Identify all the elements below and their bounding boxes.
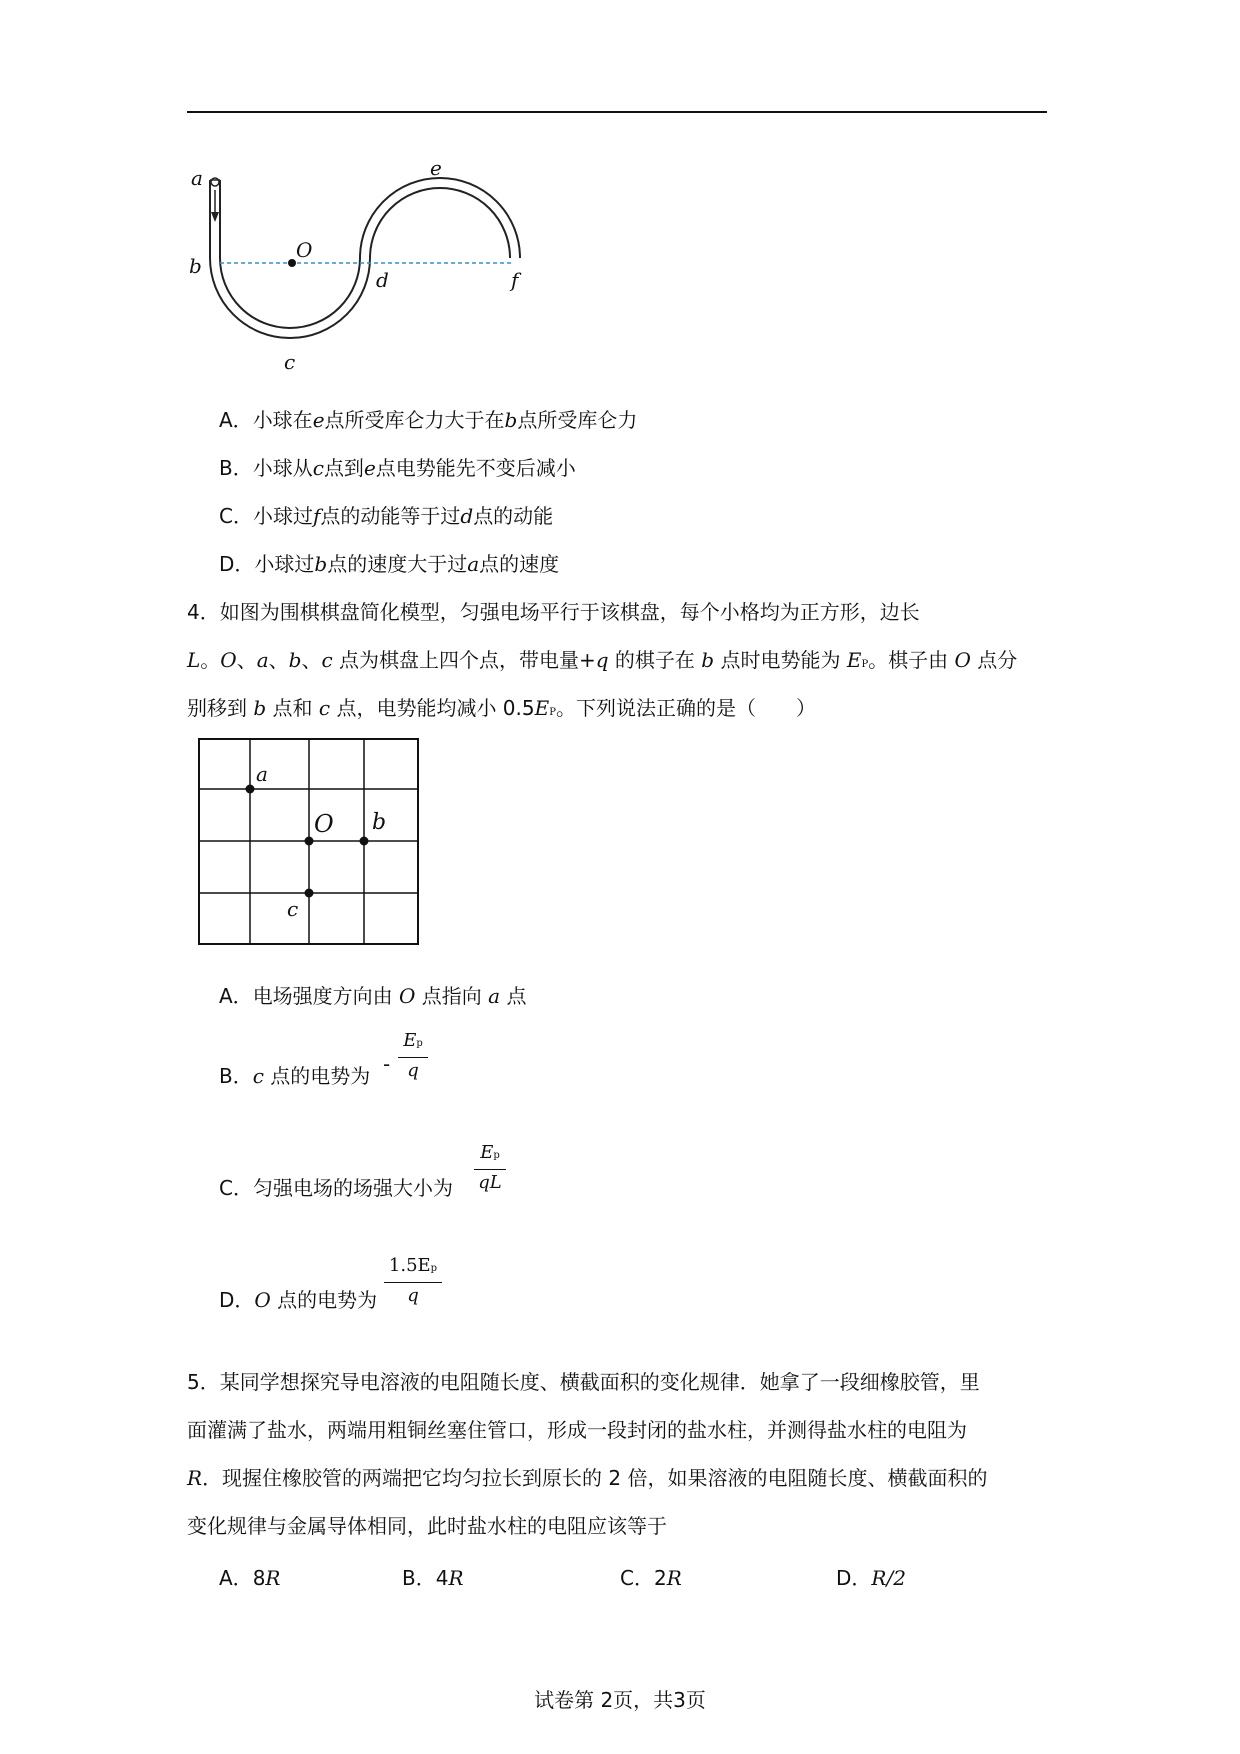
q5-stem-line2: 面灌满了盐水，两端用粗铜丝塞住管口，形成一段封闭的盐水柱，并测得盐水柱的电阻为 xyxy=(187,1418,967,1442)
q3-option-a: A．小球在e点所受库仑力大于在b点所受库仑力 xyxy=(219,408,638,432)
tube-figure-svg xyxy=(185,150,545,380)
q4-option-a: A．电场强度方向由 O 点指向 a 点 xyxy=(219,984,527,1008)
fig1-label-d: d xyxy=(376,268,389,292)
fig1-label-O: O xyxy=(296,238,313,262)
grid-label-c: c xyxy=(287,897,299,921)
q5-stem-line3: R．现握住橡胶管的两端把它均匀拉长到原长的 2 倍，如果溶液的电阻随长度、横截面积的 xyxy=(187,1466,988,1490)
q4-option-d: D．O 点的电势为 xyxy=(219,1288,378,1312)
grid-label-b: b xyxy=(372,810,387,835)
q3-option-b: B．小球从c点到e点电势能先不变后减小 xyxy=(219,456,576,480)
fig1-label-f: f xyxy=(511,268,519,292)
q4-stem-line2: L。O、a、b、c 点为棋盘上四个点，带电量+q 的棋子在 b 点时电势能为 EP。棋子由 O 点分 xyxy=(187,648,1018,672)
fig1-label-b: b xyxy=(189,254,202,278)
header-rule xyxy=(187,111,1047,113)
grid-label-O: O xyxy=(314,810,334,838)
q5-option-b: B．4R xyxy=(402,1566,464,1590)
q5-stem-line1: 5．某同学想探究导电溶液的电阻随长度、横截面积的变化规律．她拿了一段细橡胶管，里 xyxy=(187,1370,980,1394)
q5-stem-line4: 变化规律与金属导体相同，此时盐水柱的电阻应该等于 xyxy=(187,1514,667,1538)
go-board-figure xyxy=(197,737,422,947)
page-footer: 试卷第 2页，共3页 xyxy=(534,1688,706,1712)
q4-option-b-fraction: Ep q xyxy=(398,1030,428,1082)
q4-option-b: B．c 点的电势为 xyxy=(219,1064,371,1088)
fig1-label-a: a xyxy=(191,166,203,190)
q3-option-d: D．小球过b点的速度大于过a点的速度 xyxy=(219,552,560,576)
fig1-label-c: c xyxy=(284,350,296,374)
q5-option-c: C．2R xyxy=(620,1566,682,1590)
q4-stem-line3: 别移到 b 点和 c 点，电势能均减小 0.5EP。下列说法正确的是（ ） xyxy=(187,696,816,720)
q4-option-c: C．匀强电场的场强大小为 xyxy=(219,1176,453,1200)
go-board-svg xyxy=(197,737,422,947)
q4-stem-line1: 4．如图为围棋棋盘简化模型，匀强电场平行于该棋盘，每个小格均为正方形，边长 xyxy=(187,600,920,624)
q5-option-d: D．R/2 xyxy=(836,1566,906,1590)
grid-label-a: a xyxy=(256,762,268,786)
fig1-label-e: e xyxy=(430,156,442,180)
q4-option-c-fraction: Ep qL xyxy=(474,1142,506,1194)
q3-option-c: C．小球过f点的动能等于过d点的动能 xyxy=(219,504,554,528)
q4-option-b-sign: - xyxy=(383,1052,391,1076)
tube-figure xyxy=(185,150,545,380)
q5-option-a: A．8R xyxy=(219,1566,281,1590)
q4-option-d-fraction: 1.5Ep q xyxy=(384,1255,442,1307)
